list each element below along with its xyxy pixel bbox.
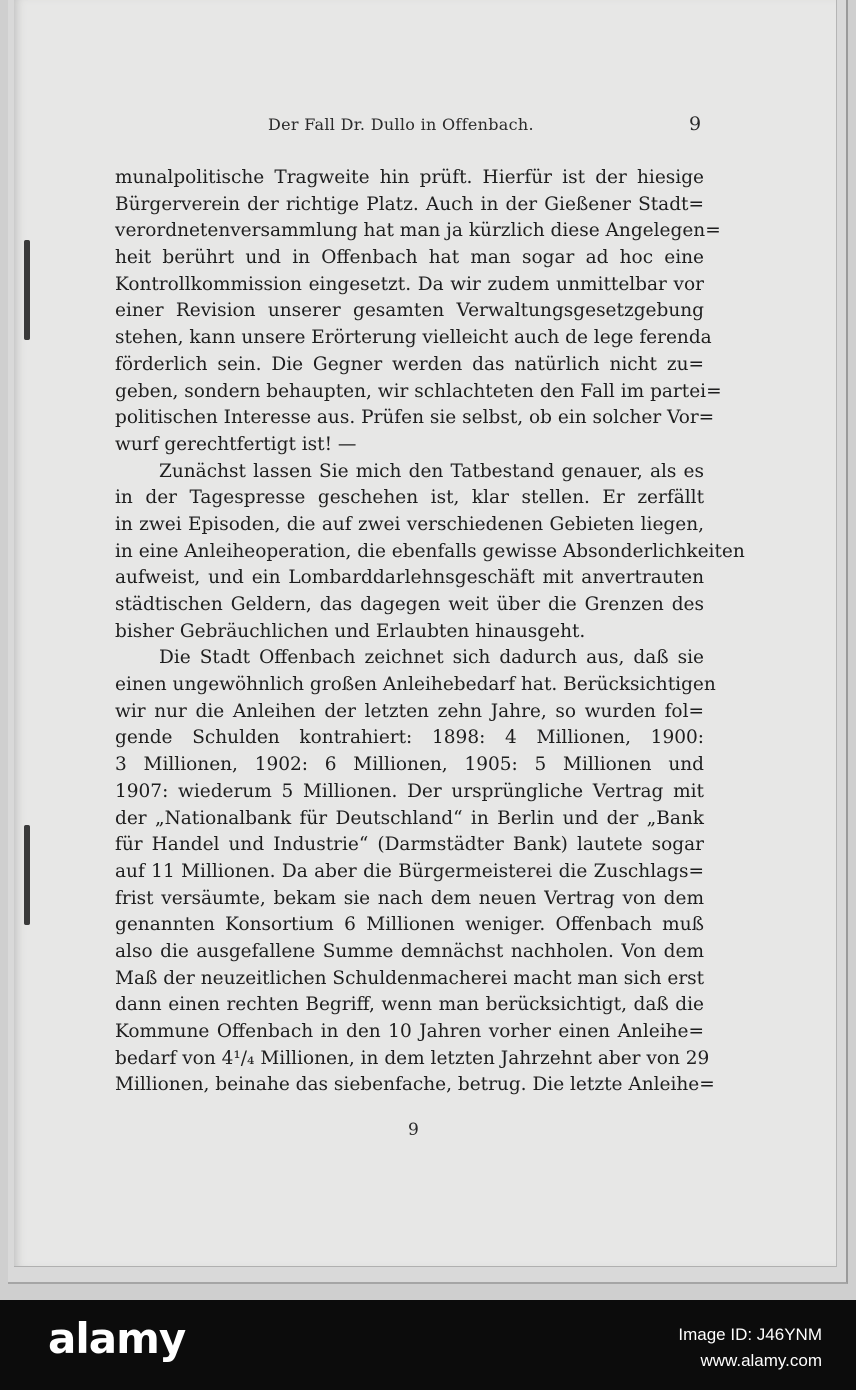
paragraph — [115, 165, 722, 459]
text-line: Die Stadt Offenbach zeichnet sich dadurch aus, daß sie — [159, 647, 704, 669]
running-header — [14, 115, 836, 139]
binding-thread — [24, 240, 30, 340]
text-line: dann einen rechten Begriff, wenn man berücksichtigt, daß die — [115, 994, 704, 1016]
text-line: Zunächst lassen Sie mich den Tatbestand genauer, als es — [159, 460, 704, 482]
text-line: heit berührt und in Offenbach hat man sogar ad hoc eine — [115, 247, 704, 269]
text-line: 1907: wiederum 5 Millionen. Der ursprüngliche Vertrag mit — [115, 780, 704, 802]
text-line: in eine Anleiheoperation, die ebenfalls gewisse Absonderlichkeiten — [115, 540, 745, 562]
image-id: Image ID: J46YNM — [678, 1325, 822, 1344]
body-text — [115, 165, 745, 1099]
text-line: aufweist, und ein Lombarddarlehnsgeschäft mit anvertrauten — [115, 567, 704, 589]
text-line: munalpolitische Tragweite hin prüft. Hierfür ist der hiesige — [115, 167, 704, 188]
text-line: Maß der neuzeitlichen Schuldenmacherei macht man sich erst — [115, 967, 705, 989]
text-line: politischen Interesse aus. Prüfen sie selbst, ob ein solcher Vor= — [115, 407, 715, 429]
text-line: genannten Konsortium 6 Millionen weniger. Offenbach muß — [115, 914, 704, 936]
text-line: 3 Millionen, 1902: 6 Millionen, 1905: 5 Millionen und — [115, 754, 704, 776]
image-meta — [678, 1322, 822, 1374]
text-line: also die ausgefallene Summe demnächst nachholen. Von dem — [115, 940, 704, 962]
text-line: verordnetenversammlung hat man ja kürzlich diese Angelegen= — [115, 220, 721, 242]
site-url: www.alamy.com — [700, 1351, 822, 1370]
text-line: gende Schulden kontrahiert: 1898: 4 Millionen, 1900: — [115, 727, 704, 749]
text-line: geben, sondern behaupten, wir schlachteten den Fall im partei= — [115, 380, 722, 402]
text-line: auf 11 Millionen. Da aber die Bürgermeisterei die Zuschlags= — [115, 860, 704, 882]
header-page-number: 9 — [689, 113, 702, 135]
text-line: einer Revision unserer gesamten Verwaltungsgesetzgebung — [115, 300, 704, 322]
text-line: der „Nationalbank für Deutschland“ in Berlin und der „Bank — [115, 807, 704, 829]
text-line: für Handel und Industrie“ (Darmstädter Bank) lautete sogar — [115, 834, 704, 856]
text-line: in zwei Episoden, die auf zwei verschiedenen Gebieten liegen, — [115, 513, 704, 535]
text-line: wir nur die Anleihen der letzten zehn Jahre, so wurden fol= — [115, 700, 704, 722]
text-line: Kommune Offenbach in den 10 Jahren vorher einen Anleihe= — [115, 1021, 704, 1042]
text-line: Millionen, beinahe das siebenfache, betrug. Die letzte Anleihe= — [115, 1074, 715, 1096]
text-line: bedarf von 4¹/₄ Millionen, in dem letzten Jahrzehnt aber von 29 — [115, 1047, 710, 1069]
text-line: wurf gerechtfertigt ist! — — [115, 433, 357, 455]
binding-thread — [24, 825, 30, 925]
paragraph — [115, 459, 745, 646]
text-line: einen ungewöhnlich großen Anleihebedarf hat. Berücksichtigen — [115, 674, 716, 696]
paragraph — [115, 645, 716, 1099]
text-line: in der Tagespresse geschehen ist, klar stellen. Er zerfällt — [115, 487, 704, 509]
text-line: bisher Gebräuchlichen und Erlaubten hinausgeht. — [115, 620, 586, 642]
stock-footer — [0, 1300, 856, 1390]
text-line: stehen, kann unsere Erörterung vielleicht auch de lege ferenda — [115, 327, 712, 349]
text-line: Bürgerverein der richtige Platz. Auch in der Gießener Stadt= — [115, 193, 704, 215]
text-line: förderlich sein. Die Gegner werden das natürlich nicht zu= — [115, 353, 704, 375]
text-line: frist versäumte, bekam sie nach dem neuen Vertrag von dem — [115, 887, 704, 909]
alamy-logo: alamy — [48, 1314, 186, 1363]
text-line: städtischen Geldern, das dagegen weit über die Grenzen des — [115, 594, 704, 615]
book-page — [14, 0, 837, 1267]
running-title: Der Fall Dr. Dullo in Offenbach. — [268, 115, 534, 134]
text-line: Kontrollkommission eingesetzt. Da wir zudem unmittelbar vor — [115, 273, 704, 295]
page-folio: 9 — [408, 1120, 419, 1140]
